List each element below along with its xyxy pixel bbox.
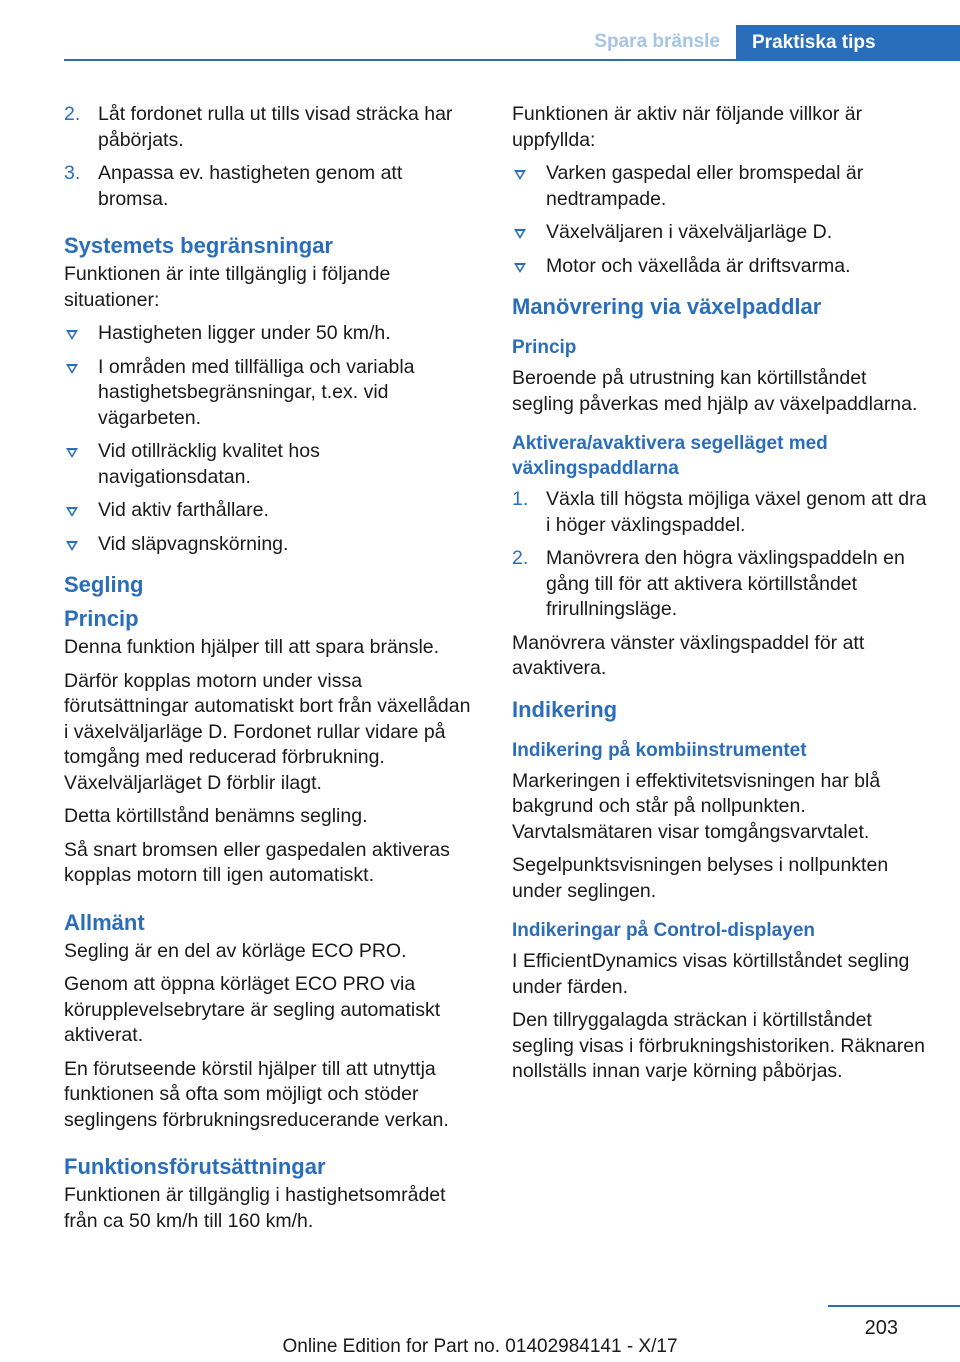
- list-item: [512, 254, 928, 280]
- triangle-bullet-icon: [66, 507, 78, 517]
- paragraph: Segelpunktsvisningen belyses i nollpunkten under seglingen.: [512, 854, 889, 902]
- heading-allmant: Allmänt: [64, 909, 145, 935]
- triangle-bullet-icon: [66, 330, 78, 340]
- list-item: [64, 321, 478, 347]
- heading-control-displayen: Indikeringar på Control-displayen: [512, 920, 815, 941]
- list-item: [512, 161, 928, 212]
- step-number: 2.: [512, 547, 529, 569]
- bullet-text: Varken gaspedal eller bromspedal är nedtrampade.: [546, 162, 864, 210]
- paragraph: I EfficientDynamics visas körtillståndet segling under färden.: [512, 950, 910, 998]
- section-tab-spara-bransle[interactable]: Spara bränsle: [594, 31, 720, 52]
- list-item: [512, 487, 928, 538]
- paragraph: Funktionen är tillgänglig i hastighetsområdet från ca 50 km/h till 160 km/h.: [64, 1184, 446, 1232]
- bullet-text: I områden med tillfälliga och variabla hastighetsbegränsningar, t.ex. vid vägarbeten.: [98, 355, 415, 429]
- list-item: [64, 532, 478, 558]
- paragraph: Funktionen är inte tillgänglig i följande situationer:: [64, 263, 391, 311]
- step-number: 2.: [64, 103, 81, 125]
- heading-aktivera-avaktivera: Aktivera/avaktivera segelläget med växlingspaddlarna: [512, 433, 828, 479]
- paragraph: Segling är en del av körläge ECO PRO.: [64, 939, 407, 962]
- paragraph: Denna funktion hjälper till att spara bränsle.: [64, 636, 440, 658]
- edition-footer: Online Edition for Part no. 01402984141 - X/17: [282, 1336, 678, 1357]
- triangle-bullet-icon: [66, 541, 78, 551]
- bullet-text: Vid släpvagnskörning.: [98, 532, 289, 555]
- paragraph: Funktionen är aktiv när följande villkor är uppfyllda:: [512, 103, 863, 151]
- triangle-bullet-icon: [514, 170, 526, 180]
- page-header: [64, 25, 960, 61]
- header-divider: [64, 59, 960, 61]
- bullet-text: Växelväljaren i växelväljarläge D.: [546, 221, 833, 243]
- heading-princip: Princip: [64, 606, 139, 631]
- triangle-bullet-icon: [66, 364, 78, 374]
- step-text: Växla till högsta möjliga växel genom att dra i höger växlingspaddel.: [546, 488, 927, 536]
- heading-manovrering-via-vaxelpaddlar: Manövrering via växelpaddlar: [512, 294, 822, 319]
- bullet-text: Vid aktiv farthållare.: [98, 499, 269, 521]
- paragraph: Därför kopplas motorn under vissa förutsättningar automatiskt bort från växellådan i växelväljarläge D. Fordonet rullar vidare på tomgång med reducerad förbrukning. Växelväljarläget D förblir ilagt.: [64, 669, 471, 794]
- heading-kombiinstrumentet: Indikering på kombiinstrumentet: [512, 739, 807, 761]
- paragraph: Genom att öppna körläget ECO PRO via körupplevelsebrytare är segling automatiskt aktiverat.: [64, 973, 441, 1046]
- step-number: 1.: [512, 488, 529, 510]
- heading-indikering: Indikering: [512, 696, 618, 722]
- step-text: Manövrera den högra växlingspaddeln en gång till för att aktivera körtillståndet frirullningsläge.: [546, 547, 905, 620]
- paragraph: Beroende på utrustning kan körtillståndet segling påverkas med hjälp av växelpaddlarna.: [512, 367, 918, 415]
- left-column: [64, 102, 478, 1242]
- list-item: [64, 355, 478, 432]
- right-column: [512, 102, 928, 1093]
- paragraph: Så snart bromsen eller gaspedalen aktiveras kopplas motorn till igen automatiskt.: [64, 838, 450, 886]
- list-item: [64, 102, 478, 153]
- heading-segling: Segling: [64, 572, 144, 597]
- heading-systemets-begransningar: Systemets begränsningar: [64, 233, 333, 258]
- step-text: Anpassa ev. hastigheten genom att bromsa.: [98, 162, 403, 210]
- footer-divider: [828, 1305, 960, 1307]
- list-item: [64, 498, 478, 524]
- list-item: [64, 439, 478, 490]
- triangle-bullet-icon: [66, 448, 78, 458]
- bullet-text: Vid otillräcklig kvalitet hos navigationsdatan.: [98, 440, 320, 488]
- triangle-bullet-icon: [514, 229, 526, 239]
- heading-funktionsforutsattningar: Funktionsförutsättningar: [64, 1154, 326, 1179]
- section-tab-praktiska-tips[interactable]: Praktiska tips: [736, 25, 960, 61]
- heading-princip: Princip: [512, 337, 577, 358]
- bullet-text: Motor och växellåda är driftsvarma.: [546, 254, 851, 277]
- step-text: Låt fordonet rulla ut tills visad sträcka har påbörjats.: [98, 103, 453, 151]
- list-item: [64, 161, 478, 212]
- paragraph: Detta körtillstånd benämns segling.: [64, 805, 368, 827]
- list-item: [512, 220, 928, 246]
- paragraph: Markeringen i effektivitetsvisningen har blå bakgrund och står på nollpunkten. Varvtalsmätaren visar tomgångsvarvtalet.: [512, 769, 881, 843]
- list-item: [512, 546, 928, 623]
- page-number: 203: [864, 1317, 898, 1339]
- triangle-bullet-icon: [514, 263, 526, 273]
- paragraph: En förutseende körstil hjälper till att utnyttja funktionen så ofta som möjligt och stöder seglingens förbrukningsreducerande verkan.: [64, 1057, 449, 1131]
- paragraph: Den tillryggalagda sträckan i körtillståndet segling visas i förbrukningshistoriken. Räknaren nollställs innan varje körning påbörjas.: [512, 1009, 925, 1082]
- step-number: 3.: [64, 162, 81, 184]
- bullet-text: Hastigheten ligger under 50 km/h.: [98, 322, 391, 344]
- paragraph: Manövrera vänster växlingspaddel för att avaktivera.: [512, 631, 865, 679]
